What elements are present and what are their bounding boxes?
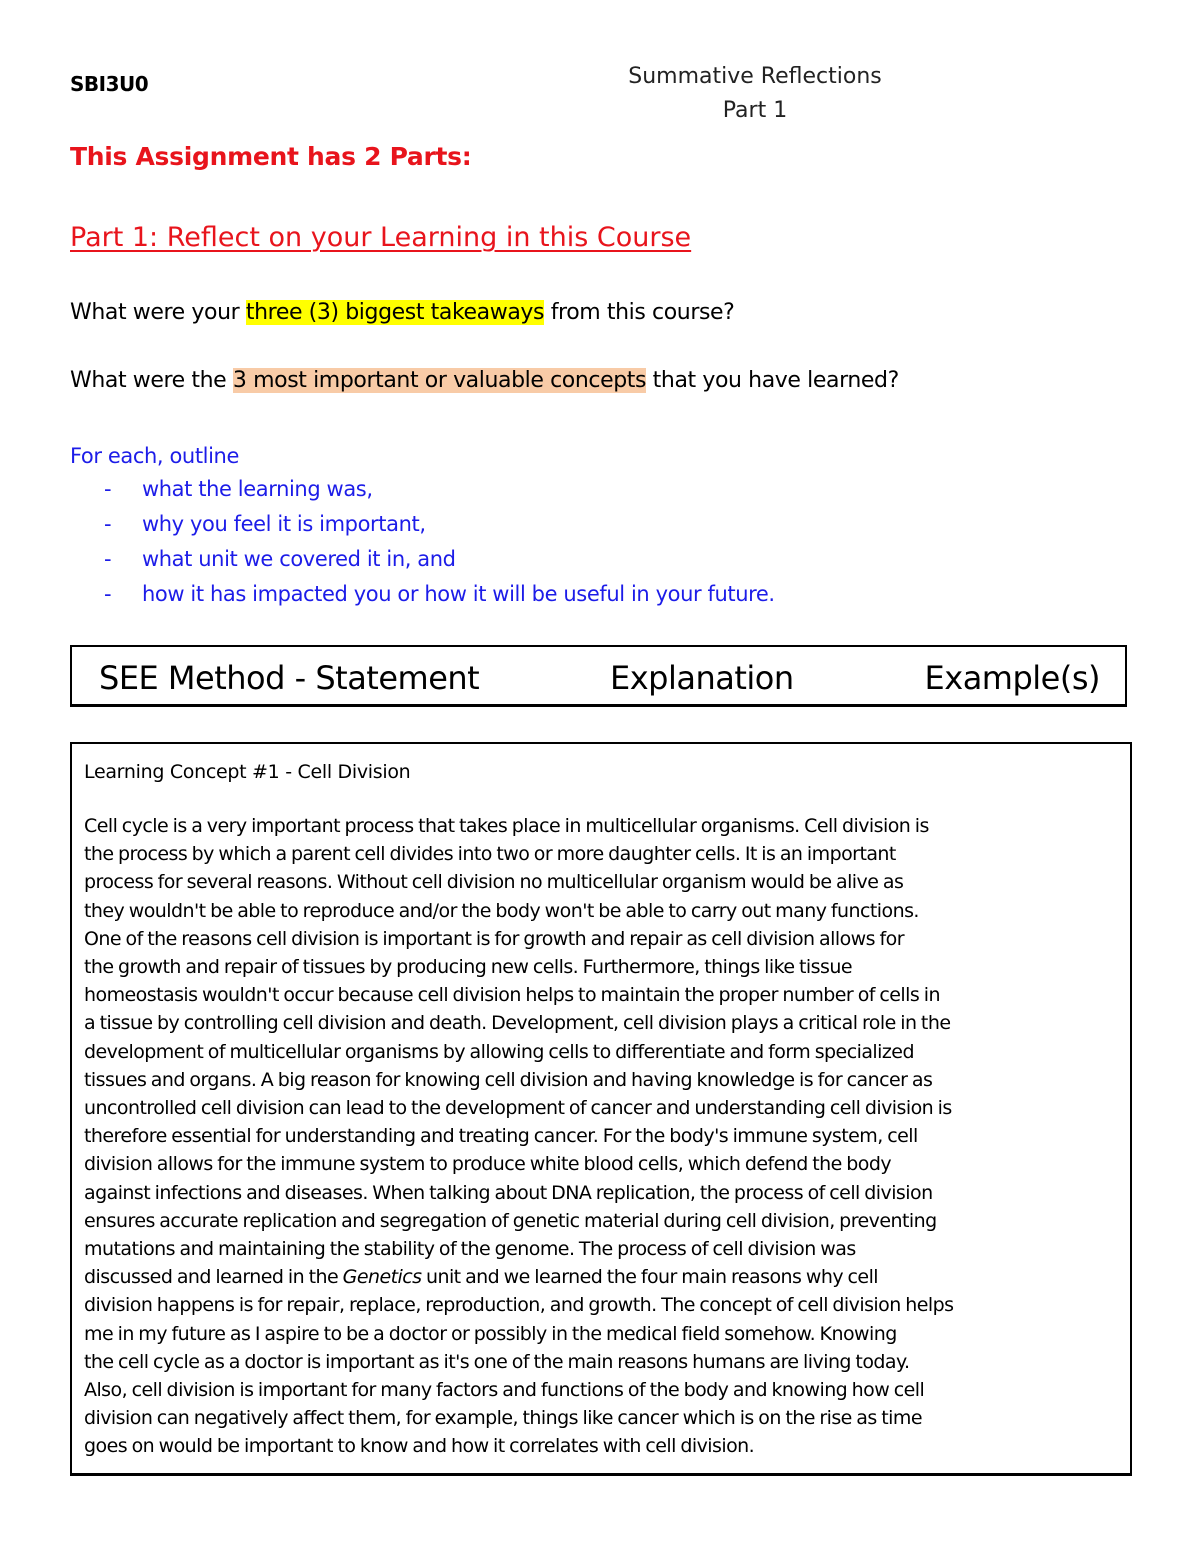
dash-bullet: - (104, 477, 112, 501)
paragraph-line: development of multicellular organisms by allowing cells to differentiate and form specialized (84, 1040, 914, 1063)
paragraph-line: mutations and maintaining the stability of the genome. The process of cell division was (84, 1238, 856, 1261)
outline-intro: For each, outline (70, 444, 239, 468)
paragraph-line: division allows for the immune system to produce white blood cells, which defend the body (84, 1153, 892, 1176)
dash-bullet: - (104, 547, 112, 571)
outline-instructions (70, 440, 775, 612)
question-text: What were your (70, 300, 246, 325)
paragraph-line: the growth and repair of tissues by producing new cells. Furthermore, things like tissue (84, 956, 852, 979)
paragraph-line: goes on would be important to know and how it correlates with cell division. (84, 1435, 755, 1458)
paragraph-line: me in my future as I aspire to be a doctor or possibly in the medical field somehow. Knowing (84, 1322, 897, 1345)
dash-bullet: - (104, 512, 112, 536)
paragraph-line: Also, cell division is important for many factors and functions of the body and knowing how cell (84, 1379, 925, 1402)
learning-concept-box (70, 742, 1132, 1476)
concept-body (84, 812, 1118, 1461)
course-code: SBI3U0 (70, 72, 149, 96)
paragraph-line: discussed and learned in the Genetics unit and we learned the four main reasons why cell (84, 1266, 879, 1289)
assignment-title: This Assignment has 2 Parts: (70, 142, 472, 171)
question-text: What were the (70, 368, 233, 393)
document-title-line1: Summative Reflections (628, 64, 882, 89)
document-title-line2: Part 1 (722, 98, 788, 123)
see-method-box (70, 645, 1127, 707)
list-item: - what unit we covered it in, and (70, 542, 775, 577)
unit-name-genetics: Genetics (342, 1266, 422, 1289)
document-title (560, 60, 950, 128)
part1-heading: Part 1: Reflect on your Learning in this Course (70, 222, 692, 253)
paragraph-line: division can negatively affect them, for example, things like cancer which is on the rise as time (84, 1407, 922, 1430)
paragraph-line: process for several reasons. Without cell division no multicellular organism would be alive as (84, 871, 904, 894)
list-item: - how it has impacted you or how it will be useful in your future. (70, 577, 775, 612)
highlight-takeaways: three (3) biggest takeaways (245, 300, 545, 325)
paragraph-line: they wouldn't be able to reproduce and/or the body won't be able to carry out many functions. (84, 899, 919, 922)
question-takeaways (70, 300, 734, 325)
paragraph-line: therefore essential for understanding and treating cancer. For the body's immune system, cell (84, 1125, 918, 1148)
paragraph-line: a tissue by controlling cell division and death. Development, cell division plays a critical role in the (84, 1012, 951, 1035)
highlight-concepts: 3 most important or valuable concepts (232, 368, 647, 393)
paragraph-line: division happens is for repair, replace, reproduction, and growth. The concept of cell division helps (84, 1294, 954, 1317)
paragraph-line: ensures accurate replication and segregation of genetic material during cell division, preventing (84, 1209, 937, 1232)
outline-list (70, 472, 775, 612)
see-explanation-label: Explanation (610, 659, 794, 697)
see-examples-label: Example(s) (924, 659, 1100, 697)
see-statement-label: SEE Method - Statement (99, 659, 480, 697)
list-item: - what the learning was, (70, 472, 775, 507)
paragraph-line: against infections and diseases. When talking about DNA replication, the process of cell division (84, 1181, 933, 1204)
question-text: that you have learned? (646, 368, 899, 393)
paragraph-line: homeostasis wouldn't occur because cell division helps to maintain the proper number of cells in (84, 984, 940, 1007)
dash-bullet: - (104, 582, 112, 606)
concept-title: Learning Concept #1 - Cell Division (84, 761, 411, 783)
paragraph-line: tissues and organs. A big reason for knowing cell division and having knowledge is for cancer as (84, 1068, 933, 1091)
paragraph-line: uncontrolled cell division can lead to the development of cancer and understanding cell division is (84, 1097, 952, 1120)
question-concepts (70, 368, 899, 393)
paragraph-line: Cell cycle is a very important process that takes place in multicellular organisms. Cell division is (84, 815, 929, 837)
paragraph-line: One of the reasons cell division is important is for growth and repair as cell division allows for (84, 927, 904, 950)
paragraph-line: the cell cycle as a doctor is important as it's one of the main reasons humans are living today. (84, 1350, 910, 1373)
list-item: - why you feel it is important, (70, 507, 775, 542)
question-text: from this course? (544, 300, 735, 325)
paragraph-line: the process by which a parent cell divides into two or more daughter cells. It is an important (84, 843, 896, 866)
